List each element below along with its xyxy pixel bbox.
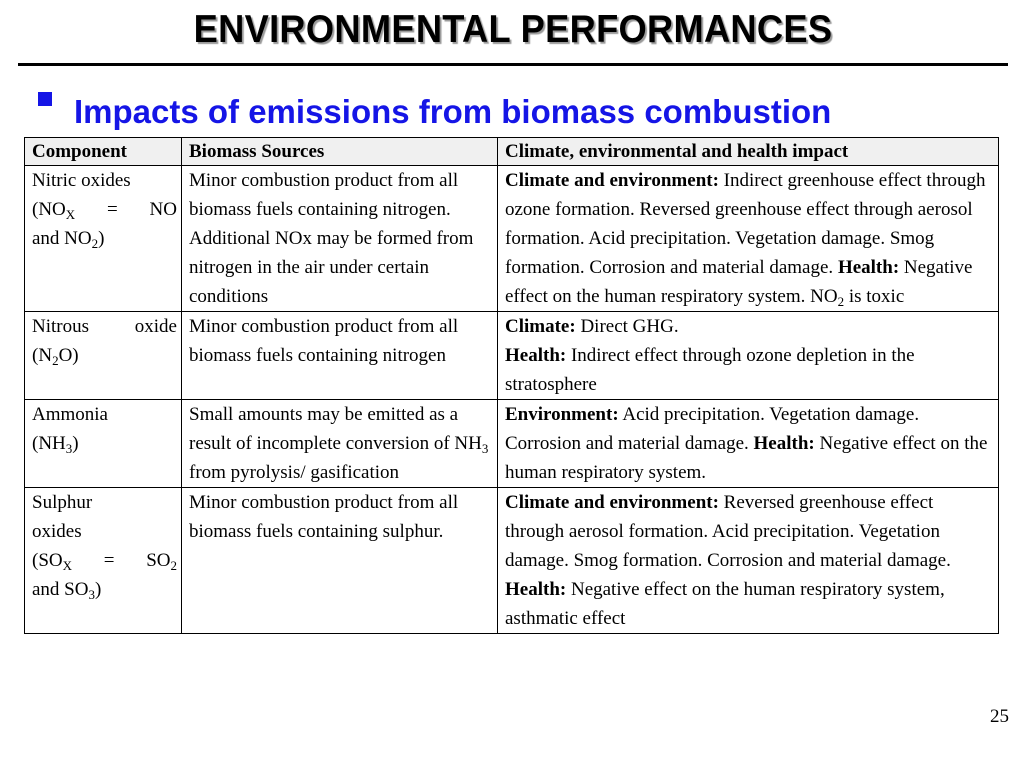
slide-subtitle: Impacts of emissions from biomass combustion xyxy=(74,93,832,130)
header-component: Component xyxy=(25,138,182,166)
title-underline xyxy=(18,63,1008,66)
source-cell: Minor combustion product from all biomass fuels containing nitrogen. Additional NOx may be formed from nitrogen in the air under certain conditions xyxy=(182,166,498,312)
impact-cell: Environment: Acid precipitation. Vegetation damage. Corrosion and material damage. Health: Negative effect on the human respiratory system. xyxy=(498,400,999,488)
component-formula: $(NH_3)$ xyxy=(32,433,79,456)
emissions-impact-table xyxy=(24,137,999,634)
component-formula-cont: and $NO_2$) xyxy=(32,228,105,251)
component-formula: ($NO_X$ = NO xyxy=(32,199,177,222)
source-cell: Small amounts may be emitted as a result of incomplete conversion of $NH_3$ from pyrolysis/ gasification xyxy=(182,400,498,488)
square-bullet-icon xyxy=(38,92,52,106)
source-cell: Minor combustion product from all biomass fuels containing sulphur. xyxy=(182,488,498,634)
slide-title: ENVIRONMENTAL PERFORMANCES xyxy=(193,8,833,51)
table-header-row xyxy=(25,138,999,166)
table-row xyxy=(25,488,999,634)
component-formula: $(N_2O)$ xyxy=(32,345,79,368)
component-cell xyxy=(25,312,182,400)
component-cell xyxy=(25,166,182,312)
table-row xyxy=(25,166,999,312)
component-name: Nitrous oxide xyxy=(32,316,177,337)
impact-cell: Climate and environment: Indirect greenhouse effect through ozone formation. Reversed greenhouse effect through aerosol formation. Acid precipitation. Vegetation damage. Smog formation. Corrosion and material damage. Health: Negative effect on the human respiratory system. $NO_2$ is toxic xyxy=(498,166,999,312)
impact-cell: Climate: Direct GHG. Health: Indirect effect through ozone depletion in the stratosphere xyxy=(498,312,999,400)
component-cell xyxy=(25,488,182,634)
component-formula-cont: and $SO_3$) xyxy=(32,579,102,602)
component-name: Nitric oxides xyxy=(32,170,131,191)
table-row xyxy=(25,312,999,400)
page-number: 25 xyxy=(990,706,1009,727)
table-row xyxy=(25,400,999,488)
component-name: Sulphur xyxy=(32,492,93,513)
component-name-cont: oxides xyxy=(32,521,82,542)
source-cell: Minor combustion product from all biomass fuels containing nitrogen xyxy=(182,312,498,400)
component-formula: ($SO_X = SO_2$ xyxy=(32,550,177,573)
component-name: Ammonia xyxy=(32,404,108,425)
header-impact: Climate, environmental and health impact xyxy=(498,138,999,166)
impact-cell: Climate and environment: Reversed greenhouse effect through aerosol formation. Acid precipitation. Vegetation damage. Smog formation. Corrosion and material damage. Health: Negative effect on the human respiratory system, asthmatic effect xyxy=(498,488,999,634)
header-biomass-sources: Biomass Sources xyxy=(182,138,498,166)
component-cell xyxy=(25,400,182,488)
